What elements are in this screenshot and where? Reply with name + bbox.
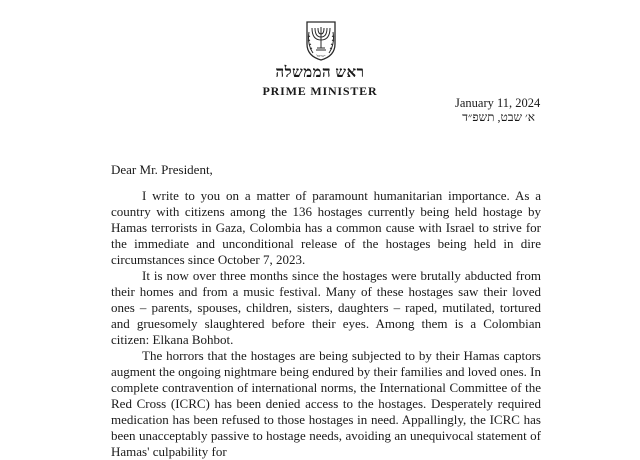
letter-paragraph-2: It is now over three months since the hostages were brutally abducted from their homes and from a music festival. Many of these hostages saw their loved ones – parents, spouses, children, sisters, daughters – raped, mutilated, tortured and gruesomely slaughtered before their eyes. Among them is a Colombian citizen: Elkana Bohbot. bbox=[111, 268, 541, 347]
letterhead-hebrew-title: ראש הממשלה bbox=[275, 65, 365, 81]
letterhead-english-title: PRIME MINISTER bbox=[262, 84, 378, 98]
letter-hebrew-date: א׳ שבט, תשפ״ד bbox=[462, 110, 535, 124]
menorah-emblem-icon bbox=[301, 18, 341, 62]
svg-text:ישראל: ישראל bbox=[316, 54, 326, 58]
letter-paragraph-1: I write to you on a matter of paramount humanitarian importance. As a country with citizens among the 136 hostages currently being held hostage by Hamas terrorists in Gaza, Colombia has a common cause with Israel to strive for the immediate and unconditional release of the hostages being held in dire circumstances since October 7, 2023. bbox=[111, 188, 541, 267]
letter-date: January 11, 2024 bbox=[455, 96, 541, 110]
letter-salutation: Dear Mr. President, bbox=[111, 162, 213, 177]
letter-paragraph-3: The horrors that the hostages are being subjected to by their Hamas captors augment the ongoing nightmare being endured by their families and loved ones. In complete contravention of international norms, the International Committee of the Red Cross (ICRC) has been denied access to the hostages. Desperately required medication has been refused to those hostages in need. Appallingly, the ICRC has been unacceptably passive to hostage needs, avoiding an unequivocal statement of Hamas' culpability for bbox=[111, 348, 541, 459]
